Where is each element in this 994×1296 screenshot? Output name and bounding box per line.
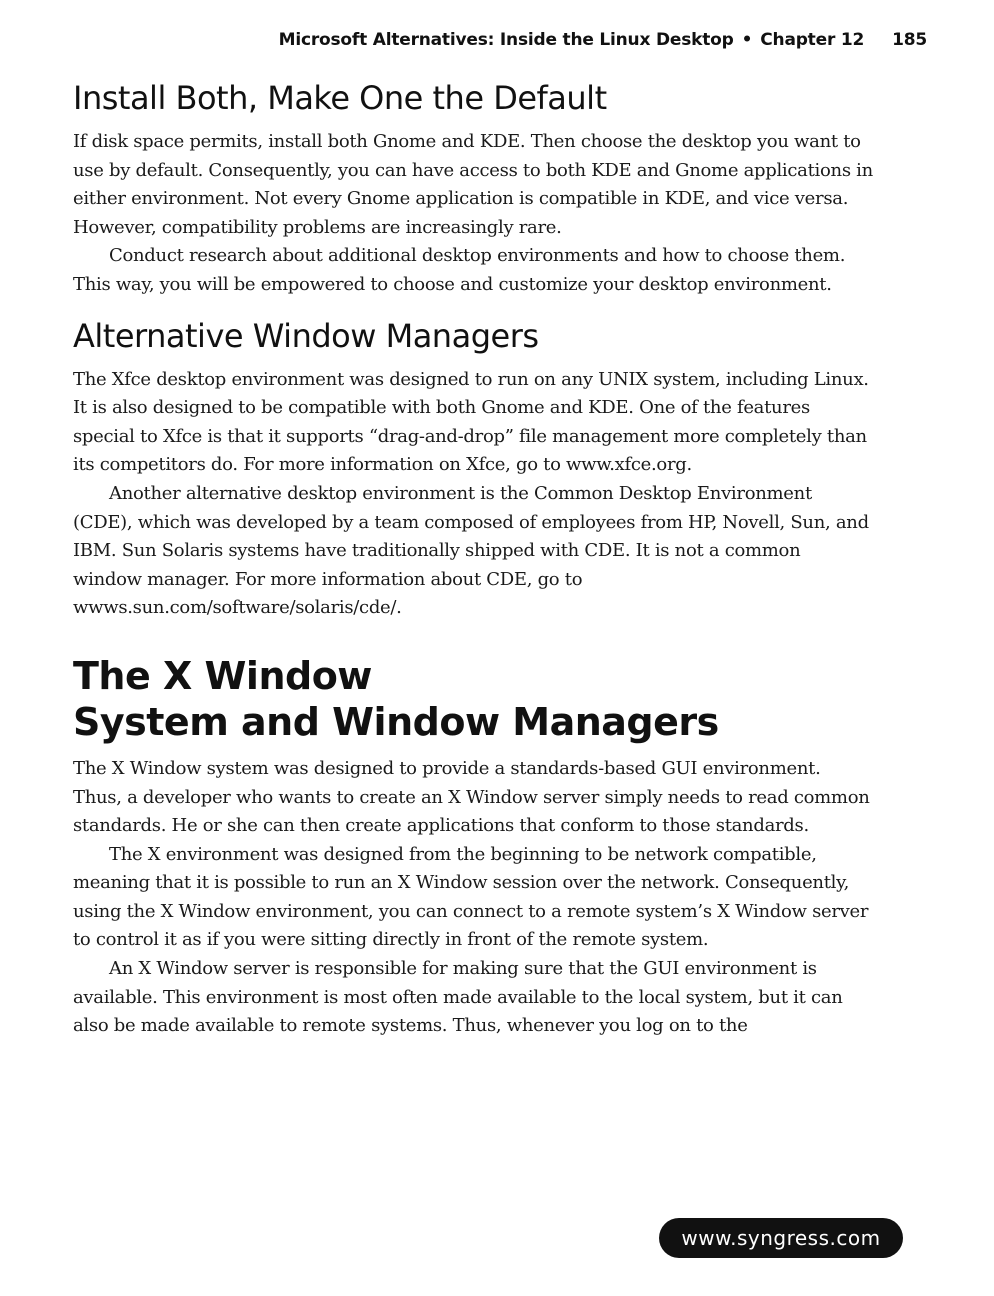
header-bullet: • (741, 30, 753, 50)
paragraph: Conduct research about additional desktop environments and how to choose them. This way, you will be empowered to choose and customize your desktop environment. (73, 245, 846, 295)
publisher-url-badge: www.syngress.com (659, 1218, 903, 1258)
book-title: Microsoft Alternatives: Inside the Linux Desktop (278, 30, 734, 50)
heading-install-both: Install Both, Make One the Default (73, 79, 607, 117)
heading-x-window-system (73, 653, 873, 745)
heading-line-1: The X Window (73, 653, 372, 698)
page-number: 185 (892, 30, 927, 50)
chapter-label: Chapter 12 (760, 30, 865, 50)
paragraph: The Xfce desktop environment was designed to run on any UNIX system, including Linux. It is also designed to be compatible with both Gnome and KDE. One of the features special to Xfce is that it supports “drag-and-drop” file management more completely than its competitors do. For more information on Xfce, go to www.xfce.org. (73, 368, 869, 476)
running-header (0, 30, 927, 50)
paragraph: The X environment was designed from the beginning to be network compatible, meaning that it is possible to run an X Window session over the network. Consequently, using the X Window environment, you can connect to a remote system’s X Window server to control it as if you were sitting directly in front of the remote system. (73, 843, 869, 951)
heading-alternative-window-managers: Alternative Window Managers (73, 316, 539, 355)
paragraph: An X Window server is responsible for making sure that the GUI environment is available. This environment is most often made available to the local system, but it can also be made available to remote systems. Thus, whenever you log on to the (73, 958, 843, 1037)
heading-line-2: System and Window Managers (73, 699, 719, 744)
paragraph: Another alternative desktop environment is the Common Desktop Environment (CDE), which was developed by a team composed of employees from HP, Novell, Sun, and IBM. Sun Solaris systems have traditionally shipped with CDE. It is not a common window manager. For more information about CDE, go to wwws.sun.com/software/solaris/cde/. (73, 482, 869, 619)
paragraph: The X Window system was designed to provide a standards-based GUI environment. Thus, a developer who wants to create an X Window server simply needs to read common standards. He or she can then create applications that conform to those standards. (73, 757, 870, 837)
page-body (73, 78, 873, 1041)
paragraph: If disk space permits, install both Gnome and KDE. Then choose the desktop you want to use by default. Consequently, you can have access to both KDE and Gnome applications in either environment. Not every Gnome application is compatible in KDE, and vice versa. However, compatibility problems are increasingly rare. (73, 131, 873, 238)
